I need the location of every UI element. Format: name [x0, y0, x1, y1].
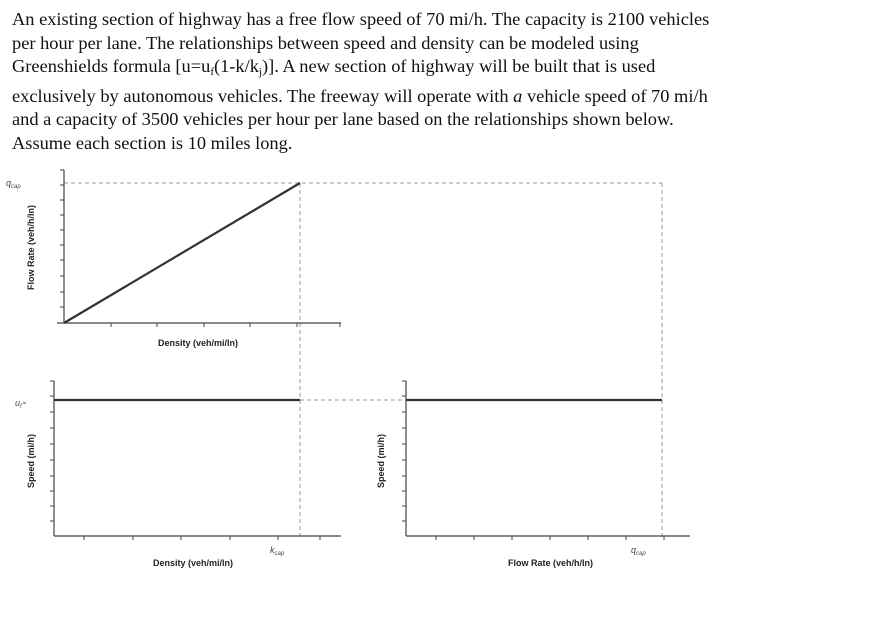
flow-rate-axis-label: Flow Rate (veh/h/ln) [508, 558, 594, 568]
subscript-f: f [210, 66, 214, 79]
qcap-marker-x: $q_{cap}$ [631, 545, 646, 557]
flow-density-line [64, 183, 300, 323]
flow-rate-axis-label: Flow Rate (veh/h/ln) [26, 204, 36, 290]
problem-line-3a: Greenshields formula [u=u [12, 56, 211, 77]
problem-line-3b: (1-k/k [213, 56, 259, 77]
flow-density-plot [6, 170, 341, 348]
density-axis-label-top: Density (veh/mi/ln) [158, 338, 239, 348]
problem-line-3c: )]. A new section of highway will be built that is used [262, 56, 656, 77]
speed-flow-plot [376, 381, 690, 568]
problem-line-4a: exclusively by autonomous vehicles. The freeway will operate with [12, 85, 514, 106]
problem-line-1: An existing section of highway has a free flow speed of 70 mi/h. The capacity is 2100 vehicles [12, 9, 710, 29]
speed-axis-label-right: Speed (mi/h) [376, 433, 386, 488]
problem-line-2: per hour per lane. The relationships between speed and density can be modeled using [12, 32, 639, 53]
qcap-marker-y: $q_{cap}$ [6, 178, 21, 190]
dashed-guides [64, 183, 662, 540]
kcap-marker-x: $k_{cap}$ [270, 545, 285, 557]
subscript-j: j [258, 66, 262, 79]
density-axis-label-bottom: Density (veh/mi/ln) [153, 558, 234, 568]
speed-axis-label-left: Speed (mi/h) [26, 433, 36, 488]
problem-line-6: Assume each section is 10 miles long. [12, 132, 293, 153]
speed-density-plot [15, 381, 341, 568]
problem-line-4b: vehicle speed of 70 mi/h [522, 85, 708, 106]
problem-line-5: and a capacity of 3500 vehicles per hour per lane based on the relationships shown below. [12, 109, 674, 130]
uf-marker-y: $u_f^=$ [15, 398, 27, 410]
italic-a: a [513, 85, 523, 106]
